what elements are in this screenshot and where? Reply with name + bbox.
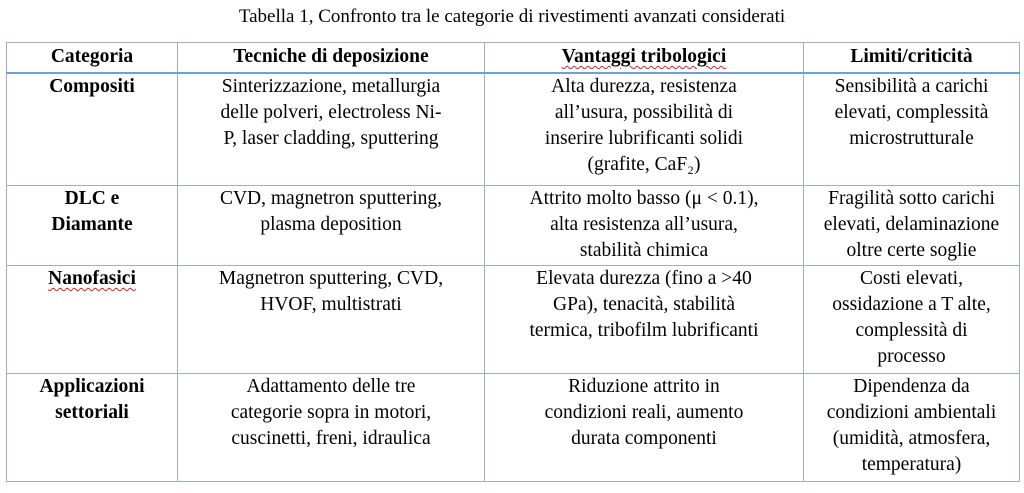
limits-cell (804, 73, 1020, 186)
cell-line: Adattamento delle tre (246, 376, 416, 397)
coatings-comparison-table (6, 42, 1020, 482)
category-cell (7, 374, 178, 482)
advantages-cell (485, 186, 804, 266)
cell-line: Applicazioni (39, 376, 145, 397)
cell-line: (umidità, atmosfera, (832, 428, 991, 449)
table-caption: Tabella 1, Confronto tra le categorie di rivestimenti avanzati considerati (238, 6, 786, 27)
cell-line: Costi elevati, (860, 268, 963, 289)
cell-line: settoriali (55, 402, 129, 423)
cell-line: durata componenti (571, 428, 717, 449)
techniques-cell (178, 186, 485, 266)
table-row (7, 186, 1020, 266)
cell-line: Alta durezza, resistenza (551, 76, 737, 97)
cell-line: Attrito molto basso (μ < 0.1), (529, 188, 759, 209)
category-cell (7, 266, 178, 374)
cell-line: alta resistenza all’usura, (550, 214, 738, 235)
cell-line: Sinterizzazione, metallurgia (221, 76, 441, 97)
advantages-cell (485, 374, 804, 482)
cell-line: stabilità chimica (579, 240, 709, 261)
limits-cell (804, 374, 1020, 482)
table-row (7, 266, 1020, 374)
header-categoria: Categoria (7, 43, 178, 74)
cell-line: inserire lubrificanti solidi (544, 128, 744, 149)
table-row (7, 374, 1020, 482)
cell-line: Compositi (49, 76, 135, 97)
cell-line: complessità di (855, 320, 968, 341)
cell-line: (grafite, CaF₂) (587, 154, 701, 175)
cell-line: CVD, magnetron sputtering, (219, 188, 443, 209)
category-cell (7, 186, 178, 266)
cell-line: termica, tribofilm lubrificanti (529, 320, 759, 341)
header-limiti: Limiti/criticità (804, 43, 1020, 74)
cell-line: Dipendenza da (853, 376, 970, 397)
cell-line: GPa), tenacità, stabilità (553, 294, 735, 315)
category-cell (7, 73, 178, 186)
cell-line: cuscinetti, freni, idraulica (231, 428, 431, 449)
cell-line: plasma deposition (260, 214, 402, 235)
limits-cell (804, 186, 1020, 266)
cell-line: Nanofasici (48, 268, 136, 289)
techniques-cell (178, 266, 485, 374)
cell-line: elevati, complessità (834, 102, 989, 123)
cell-line: Elevata durezza (fino a >40 (536, 268, 752, 289)
header-tecniche: Tecniche di deposizione (178, 43, 485, 74)
advantages-cell (485, 266, 804, 374)
cell-line: HVOF, multistrati (260, 294, 402, 315)
cell-line: microstrutturale (849, 128, 974, 149)
cell-line: all’usura, possibilità di (554, 102, 734, 123)
cell-line: DLC e (64, 188, 120, 209)
cell-line: Sensibilità a carichi (834, 76, 989, 97)
cell-line: oltre certe soglie (846, 240, 977, 261)
cell-line: elevati, delaminazione (823, 214, 1000, 235)
cell-line: processo (877, 346, 946, 367)
table-row (7, 73, 1020, 186)
cell-line: ossidazione a T alte, (832, 294, 991, 315)
limits-cell (804, 266, 1020, 374)
cell-line: Diamante (51, 214, 133, 235)
cell-line: condizioni ambientali (826, 402, 997, 423)
cell-line: Fragilità sotto carichi (828, 188, 995, 209)
advantages-cell (485, 73, 804, 186)
cell-line: Magnetron sputtering, CVD, (218, 268, 444, 289)
header-vantaggi: Vantaggi tribologici (485, 43, 804, 74)
cell-line: P, laser cladding, sputtering (223, 128, 439, 149)
header-row (7, 43, 1020, 74)
cell-line: categorie sopra in motori, (230, 402, 432, 423)
cell-line: temperatura) (861, 454, 962, 475)
techniques-cell (178, 73, 485, 186)
cell-line: delle polveri, electroless Ni- (220, 102, 442, 123)
cell-line: condizioni reali, aumento (544, 402, 744, 423)
techniques-cell (178, 374, 485, 482)
cell-line: Riduzione attrito in (568, 376, 720, 397)
